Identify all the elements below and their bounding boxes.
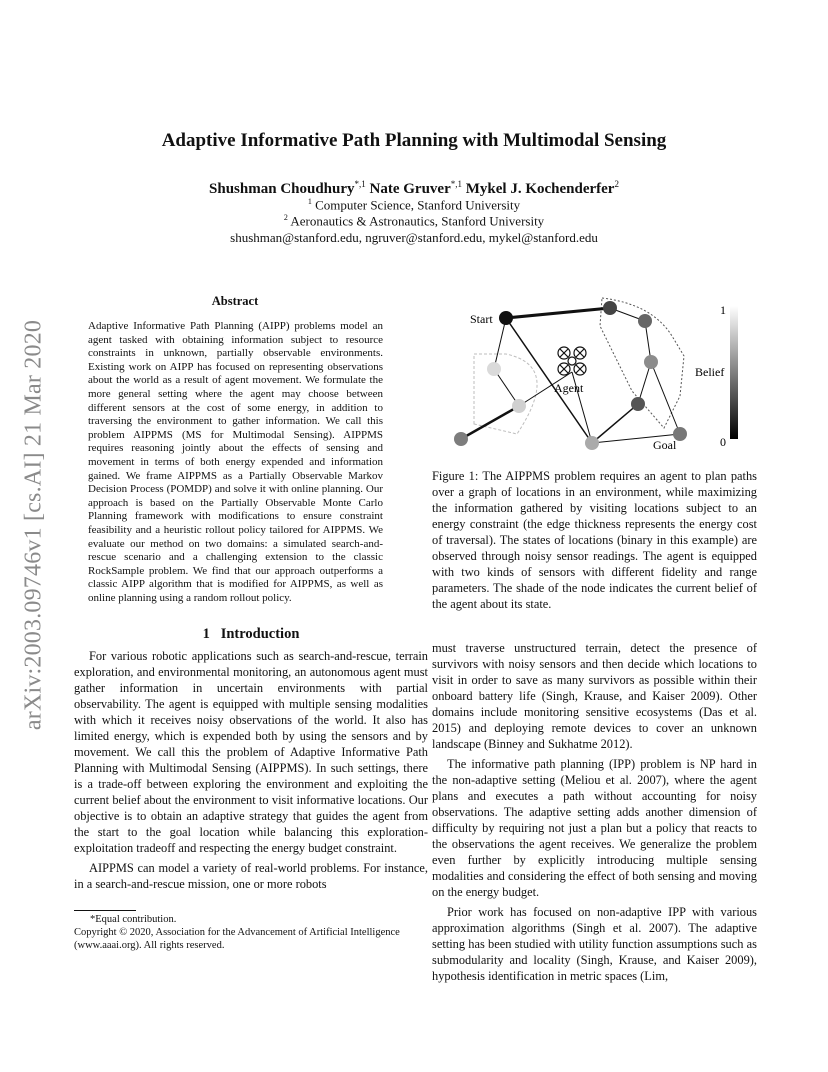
body-paragraph: Prior work has focused on non-adaptive IPP with various approximation algorithms (Singh et al. 2007). The adaptive setting has been studied with utility function assumptions such as submodularity and locality (Singh, Krause, and Kaiser 2009), hypothesis identification in metric spaces (Lim, (432, 905, 757, 983)
body-paragraph: For various robotic applications such as search-and-rescue, terrain exploration, and environmental monitoring, an autonomous agent must gather information in uncertain environments with partial observability. The agent is equipped with multiple sensing modalities with which it receives noisy observations of the world. It also has limited energy, which is expended both by using the sensors and by movement. We call this the problem of Adaptive Informative Path Planning with Multimodal Sensing (AIPPMS). In such settings, there is a trade-off between exploring the environment and exploiting the current belief about the environment to visit informative locations. Our objective is to obtain an adaptive strategy that guides the agent from the start to the goal location while balancing this exploration-exploitation tradeoff and respecting the energy budget constraint. (74, 649, 428, 855)
node-start (499, 311, 513, 325)
footnote-divider (74, 910, 136, 911)
author-name: Mykel J. Kochenderfer (465, 181, 615, 197)
node (638, 314, 652, 328)
node (487, 362, 501, 376)
node (644, 355, 658, 369)
affiliation-mark: 2 (283, 213, 288, 222)
author-name: Shushman Choudhury (209, 181, 355, 197)
copyright-notice: Copyright © 2020, Association for the Advancement of Artificial Intelligence (www.aaai.org). All rights reserved. (74, 927, 400, 951)
affiliation-line (0, 197, 828, 213)
label-goal: Goal (653, 438, 677, 452)
section-title: Introduction (220, 626, 300, 642)
body-paragraph: The informative path planning (IPP) problem is NP hard in the non-adaptive setting (Meliou et al. 2007), where the agent plans and executes a path without accounting for noisy observations. The adaptive setting adds another dimension of difficulty by requiring not just a plan but a policy that reacts to the observations the agent receives. We generalize the problem even further by explicitly introducing multiple sensing modalities and considering the effect of both sensing and moving on the energy budget. (432, 757, 757, 899)
author-marks: *,1 (354, 179, 366, 189)
label-agent: Agent (554, 381, 584, 395)
affiliation-line (0, 213, 828, 229)
colorbar-max-label: 1 (720, 303, 726, 317)
intro-left-column (74, 648, 428, 896)
arxiv-stamp-text: arXiv:2003.09746v1 [cs.AI] 21 Mar 2020 (20, 319, 47, 731)
footnote-equal-contribution: *Equal contribution. (90, 914, 177, 925)
agent-drone-icon (558, 347, 586, 375)
abstract-text: Adaptive Informative Path Planning (AIPP) problems model an agent tasked with obtaining information subject to resource constraints in unknown, partially observable environments. Existing work on AIPP has focused on representing observations about the world as a result of agent movement. We formulate the more general setting where the agent may choose between different sensors at the cost of some energy, in addition to traversing the environment to gather information. We call this problem AIPPMS (MS for Multimodal Sensing). AIPPMS requires reasoning jointly about the effects of sensing and movement in terms of both energy expended and information gained. We frame AIPPMS as a Partially Observable Markov Decision Process (POMDP) and solve it with online planning. Our approach is based on the Partially Observable Monte Carlo Planning framework with modifications to ensure constraint feasibility and a heuristic rollout policy tailored for AIPPMS. We evaluate our method on two domains: a simulated search-and-rescue scenario and a challenging extension to the classic RockSample problem. We find that our approach outperforms a classic AIPP algorithm that is modified for AIPPMS, as well as online planning using a random rollout policy. (88, 320, 383, 604)
author-marks: 2 (614, 179, 619, 189)
body-paragraph: AIPPMS can model a variety of real-world problems. For instance, in a search-and-rescue mission, one or more robots (74, 861, 428, 891)
author-emails: shushman@stanford.edu, ngruver@stanford.edu, mykel@stanford.edu (230, 230, 598, 245)
node-goal (585, 436, 599, 450)
section-number: 1 (202, 626, 210, 642)
colorbar-min-label: 0 (720, 435, 726, 449)
affiliation-mark: 1 (307, 197, 312, 206)
label-start: Start (470, 312, 493, 326)
figure-1-graph (452, 296, 752, 458)
affiliation-text: Computer Science, Stanford University (315, 197, 521, 213)
footnotes (74, 913, 428, 952)
affiliation-text: Aeronautics & Astronautics, Stanford University (290, 213, 545, 229)
colorbar-title: Belief (695, 365, 725, 379)
author-list (0, 179, 828, 198)
node (603, 301, 617, 315)
section-heading (74, 626, 428, 643)
figure-caption: Figure 1: The AIPPMS problem requires an agent to plan paths over a graph of locations in an environment, while maximizing the information gathered by visiting locations subject to an energy constraint (the edge thickness represents the energy cost of traversal). The states of locations (binary in this example) are observed through noisy sensor readings. The agent is equipped with two kinds of sensors with different fidelity and range parameters. The shade of the node indicates the current belief of the agent about its state. (432, 469, 757, 611)
intro-right-column (432, 640, 757, 988)
node (512, 399, 526, 413)
belief-colorbar (730, 306, 738, 439)
author-name: Nate Gruver (369, 181, 451, 197)
paper-title: Adaptive Informative Path Planning with Multimodal Sensing (161, 130, 667, 151)
abstract-heading: Abstract (211, 294, 259, 308)
node (631, 397, 645, 411)
node (454, 432, 468, 446)
body-paragraph: must traverse unstructured terrain, detect the presence of survivors with noisy sensors and then decide which locations to visit in order to save as many survivors as possible within their onboard battery life (Singh, Krause, and Kaiser 2009). Other domains include monitoring sensitive ecosystems (Das et al. 2015) and deploying remote devices to cover an unknown landscape (Binney and Sukhatme 2012). (432, 641, 757, 751)
sensor-range-cone (474, 354, 537, 434)
arxiv-identifier-stamp (22, 290, 46, 760)
author-marks: *,1 (450, 179, 462, 189)
